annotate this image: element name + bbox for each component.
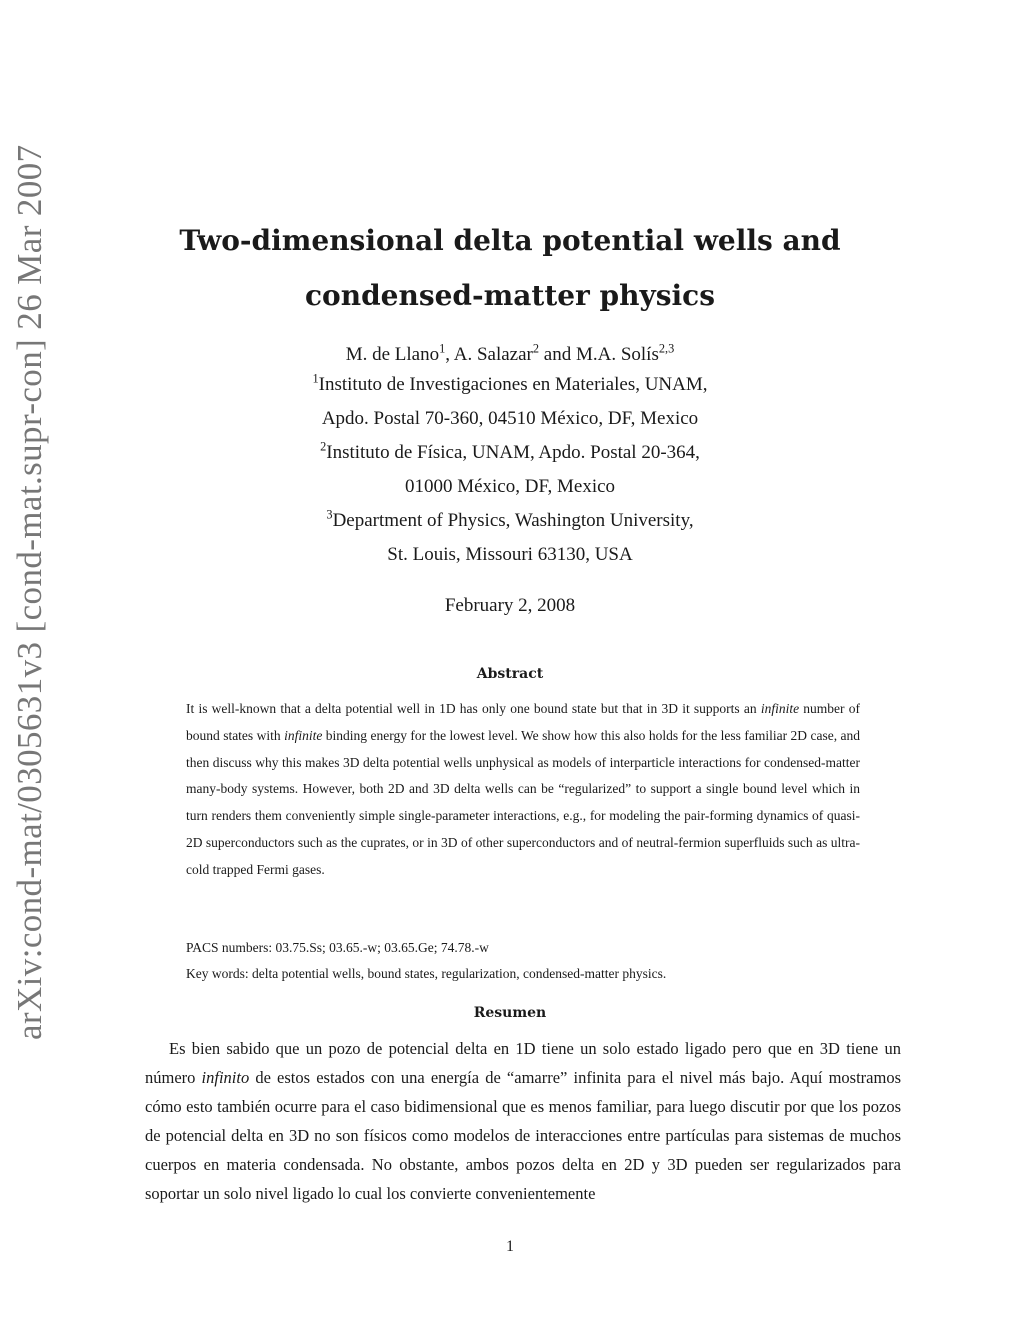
page-number: 1 — [506, 1238, 514, 1255]
author-separator: and — [539, 344, 576, 365]
affiliation-line: Instituto de Física, UNAM, Apdo. Postal 20-364, — [326, 442, 700, 463]
affiliation — [0, 436, 1020, 504]
abstract-heading: Abstract — [476, 666, 544, 682]
abstract-emphasis: infinite — [284, 727, 323, 743]
pacs-numbers: PACS numbers: 03.75.Ss; 03.65.-w; 03.65.Ge; 74.78.-w — [186, 940, 489, 955]
author-name: M. de Llano — [345, 344, 440, 365]
author-separator: , — [445, 344, 454, 365]
affiliation — [0, 504, 1020, 572]
affiliation-marker: 1 — [312, 371, 319, 386]
resumen-text-run: de estos estados con una energía de “amarre” infinita para el nivel más bajo. Aquí mostramos cómo esto también ocurre para el caso bidimensional que es menos familiar, para luego discutir por que los pozos de potencial delta en 3D no son físicos como modelos de interacciones entre partículas para sistemas de muchos cuerpos en materia condensada. No obstante, ambos pozos delta en 2D y 3D pueden ser regularizados para soportar un solo nivel ligado lo cual los convierte convenientemente — [145, 1068, 902, 1203]
abstract-text-run: binding energy for the lowest level. We show how this also holds for the less familiar 2D case, and then discuss why this makes 3D delta potential wells unphysical as models of interparticle interactions for condensed-matter many-body systems. However, both 2D and 3D delta wells can be “regularized” to support a single bound level which in turn renders them conveniently simple single-parameter interactions, e.g., for modeling the pair-forming dynamics of quasi-2D superconductors such as the cuprates, or in 3D of other superconductors and of neutral-fermion superfluids such as ultra-cold trapped Fermi gases. — [186, 727, 860, 877]
affiliation-line: Instituto de Investigaciones en Materiales, UNAM, — [318, 374, 708, 395]
author-name: A. Salazar — [453, 344, 533, 365]
keywords: Key words: delta potential wells, bound states, regularization, condensed-matter physics. — [186, 966, 667, 981]
author-affiliation-marker: 2,3 — [658, 341, 675, 356]
affiliation-line: Department of Physics, Washington University, — [332, 510, 694, 531]
classification-block — [186, 935, 860, 987]
affiliation-line: 01000 México, DF, Mexico — [404, 476, 616, 497]
affiliation-marker: 2 — [320, 439, 327, 454]
title-line-1: Two-dimensional delta potential wells and — [179, 224, 841, 257]
abstract-emphasis: infinite — [760, 701, 800, 716]
resumen-text-run: Es bien sabido que un pozo de potencial delta en 1D tiene un solo estado ligado pero que en 3D tiene un número — [145, 1039, 901, 1087]
paper-title — [0, 213, 1020, 323]
arxiv-identifier: arXiv:cond-mat/0305631v3 [cond-mat.supr-con] 26 Mar 2007 — [10, 144, 49, 1040]
author-affiliation-marker: 1 — [439, 341, 446, 356]
paper-date: February 2, 2008 — [444, 595, 576, 616]
author-name: M.A. Solís — [575, 344, 659, 365]
affiliation-line: St. Louis, Missouri 63130, USA — [387, 544, 633, 565]
author-affiliation-marker: 2 — [532, 341, 540, 356]
affiliation-line: Apdo. Postal 70-360, 04510 México, DF, Mexico — [321, 408, 699, 429]
abstract-text-run: number of bound states with — [186, 701, 860, 743]
affiliation-list — [0, 368, 1020, 572]
abstract-text — [186, 696, 860, 884]
author-list — [0, 340, 1020, 370]
resumen-heading: Resumen — [473, 1005, 547, 1021]
resumen-emphasis: infinito — [201, 1068, 250, 1087]
affiliation — [0, 368, 1020, 436]
affiliation-marker: 3 — [326, 507, 333, 522]
title-line-2: condensed-matter physics — [305, 279, 715, 312]
resumen-text — [145, 1034, 901, 1208]
abstract-text-run: It is well-known that a delta potential well in 1D has only one bound state but that in 3D it supports an — [186, 701, 761, 716]
